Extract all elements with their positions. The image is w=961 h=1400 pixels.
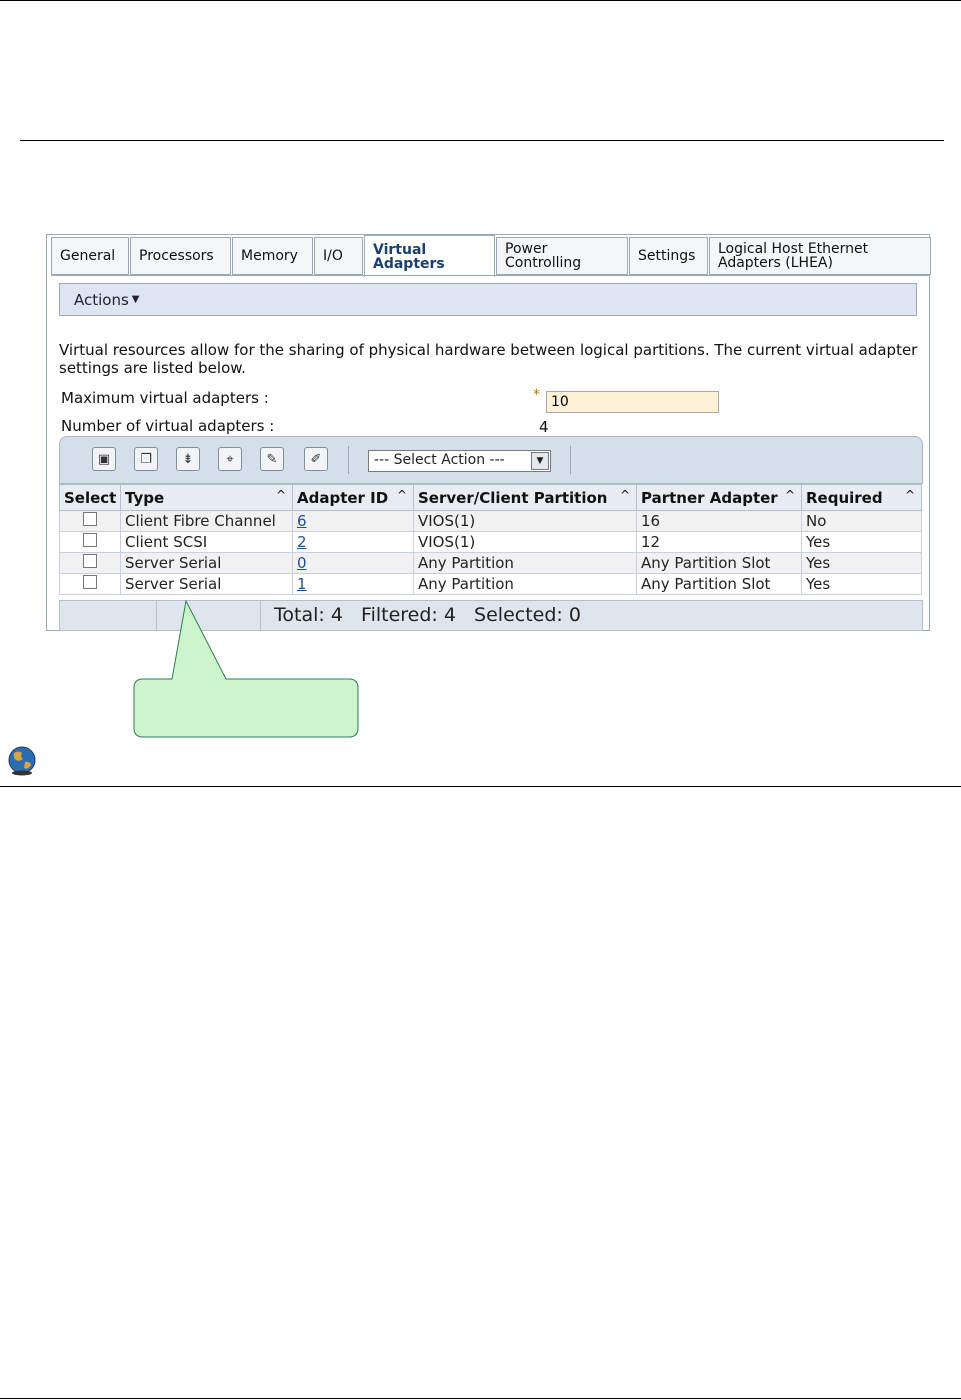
- cell-partition: VIOS(1): [414, 511, 637, 532]
- adapter-id-link[interactable]: 0: [297, 554, 307, 572]
- select-all-icon[interactable]: ▣: [92, 447, 116, 471]
- sort-icon[interactable]: ^: [275, 488, 286, 502]
- cell-required: Yes: [802, 532, 922, 553]
- num-adapters-value: 4: [539, 418, 549, 436]
- tab-processors[interactable]: Processors: [130, 237, 231, 275]
- tab-memory[interactable]: Memory: [232, 237, 313, 275]
- cell-type: Server Serial: [121, 553, 293, 574]
- tab-power-controlling[interactable]: Power Controlling: [496, 237, 628, 275]
- tab-lhea[interactable]: Logical Host Ethernet Adapters (LHEA): [709, 237, 931, 275]
- max-adapters-input[interactable]: 10: [546, 391, 719, 413]
- actions-label: Actions: [74, 290, 129, 309]
- cell-required: Yes: [802, 553, 922, 574]
- cell-partner: 16: [637, 511, 802, 532]
- cell-required: Yes: [802, 574, 922, 595]
- num-adapters-label: Number of virtual adapters :: [61, 417, 275, 435]
- sort-icon[interactable]: ^: [396, 488, 407, 502]
- page-bottom-rule: [0, 1398, 961, 1399]
- intro-text: Virtual resources allow for the sharing of physical hardware between logical partitions. The current virtual adapter settings are listed below.: [59, 341, 918, 377]
- clear-all-sorts-icon[interactable]: ✐: [304, 447, 328, 471]
- tab-virtual-adapters[interactable]: Virtual Adapters: [364, 235, 495, 277]
- col-header-required[interactable]: Required ^: [802, 485, 922, 511]
- max-adapters-label: Maximum virtual adapters :: [61, 389, 269, 407]
- cell-type: Server Serial: [121, 574, 293, 595]
- cell-partition: Any Partition: [414, 553, 637, 574]
- cell-type: Client Fibre Channel: [121, 511, 293, 532]
- cell-partition: VIOS(1): [414, 532, 637, 553]
- adapter-id-link[interactable]: 1: [297, 575, 307, 593]
- cell-partner: 12: [637, 532, 802, 553]
- chevron-down-icon: ▼: [131, 294, 140, 305]
- cell-required: No: [802, 511, 922, 532]
- edit-sort-icon[interactable]: ✎: [260, 447, 284, 471]
- clear-all-filters-icon[interactable]: ⌖: [218, 447, 242, 471]
- col-header-partition[interactable]: Server/Client Partition ^: [414, 485, 637, 511]
- deselect-all-icon[interactable]: ❐: [134, 447, 158, 471]
- col-header-adapter-id[interactable]: Adapter ID ^: [293, 485, 414, 511]
- cell-partner: Any Partition Slot: [637, 574, 802, 595]
- sort-icon[interactable]: ^: [904, 488, 915, 502]
- globe-icon: [6, 744, 38, 776]
- dropdown-arrow-icon[interactable]: ▼: [531, 452, 549, 470]
- sort-icon[interactable]: ^: [619, 488, 630, 502]
- col-header-type[interactable]: Type ^: [121, 485, 293, 511]
- bottom-section-rule: [0, 786, 961, 787]
- cell-type: Client SCSI: [121, 532, 293, 553]
- required-marker: *: [533, 387, 540, 403]
- adapter-id-link[interactable]: 2: [297, 533, 307, 551]
- adapter-id-link[interactable]: 6: [297, 512, 307, 530]
- tab-settings[interactable]: Settings: [629, 237, 708, 275]
- show-filter-row-icon[interactable]: ⇟: [176, 447, 200, 471]
- table-stats: Total: 4 Filtered: 4 Selected: 0: [274, 604, 581, 626]
- cell-partition: Any Partition: [414, 574, 637, 595]
- sort-icon[interactable]: ^: [784, 488, 795, 502]
- cell-partner: Any Partition Slot: [637, 553, 802, 574]
- col-header-select[interactable]: Select: [60, 485, 121, 511]
- tab-io[interactable]: I/O: [314, 237, 363, 275]
- tab-general[interactable]: General: [51, 237, 129, 275]
- select-action-value: --- Select Action ---: [374, 452, 505, 468]
- col-header-partner-adapter[interactable]: Partner Adapter ^: [637, 485, 802, 511]
